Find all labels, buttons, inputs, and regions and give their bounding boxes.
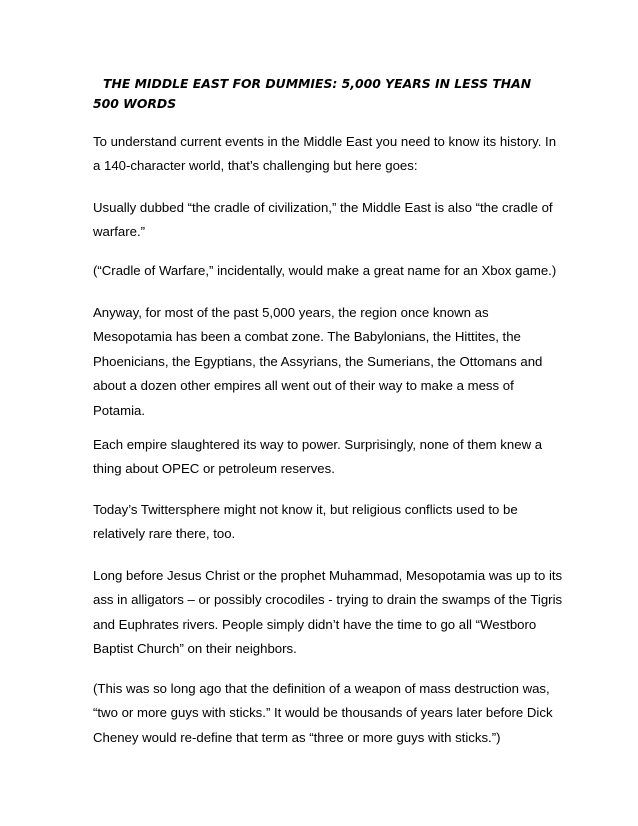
paragraph-line: Usually dubbed “the cradle of civilization,” the Middle East is also “the cradle of xyxy=(93,200,553,215)
paragraph-4 xyxy=(93,301,548,423)
paragraph-line: Baptist Church” on their neighbors. xyxy=(93,641,297,657)
paragraph-line: warfare.” xyxy=(93,224,146,240)
paragraph-2 xyxy=(93,196,553,245)
paragraph-line: Long before Jesus Christ or the prophet Muhammad, Mesopotamia was up to its xyxy=(93,568,563,583)
paragraph-line: Today’s Twittersphere might not know it, but religious conflicts used to be xyxy=(93,502,518,517)
paragraph-6 xyxy=(93,498,548,547)
paragraph-line: To understand current events in the Middle East you need to know its history. In xyxy=(93,134,557,149)
paragraph-line: “two or more guys with sticks.” It would be thousands of years later before Dick xyxy=(93,705,553,721)
paragraph-line: and Euphrates rivers. People simply didn’t have the time to go all “Westboro xyxy=(93,616,537,632)
paragraph-1 xyxy=(93,130,557,179)
paragraph-line: Potamia. xyxy=(93,402,146,418)
paragraph-line: Phoenicians, the Egyptians, the Assyrians, the Sumerians, the Ottomans and xyxy=(93,353,543,369)
paragraph-line: thing about OPEC or petroleum reserves. xyxy=(93,461,335,477)
paragraph-8 xyxy=(93,677,553,750)
paragraph-line: Cheney would re-define that term as “three or more guys with sticks.”) xyxy=(93,729,501,745)
paragraph-line: (“Cradle of Warfare,” incidentally, would make a great name for an Xbox game.) xyxy=(93,263,557,278)
paragraph-line: Anyway, for most of the past 5,000 years, the region once known as xyxy=(93,305,489,320)
paragraph-line: about a dozen other empires all went out of their way to make a mess of xyxy=(93,378,514,394)
paragraph-line: ass in alligators – or possibly crocodiles - trying to drain the swamps of the Tigris xyxy=(93,592,563,608)
paragraph-3 xyxy=(93,259,557,283)
paragraph-line: Each empire slaughtered its way to power. Surprisingly, none of them knew a xyxy=(93,437,543,452)
paragraph-line: (This was so long ago that the definition of a weapon of mass destruction was, xyxy=(93,681,550,696)
document-title: THE MIDDLE EAST FOR DUMMIES: 5,000 YEARS IN LESS THAN 500 WORDS xyxy=(93,76,532,111)
paragraph-5 xyxy=(93,433,548,482)
paragraph-line: relatively rare there, too. xyxy=(93,526,236,542)
paragraph-7 xyxy=(93,564,563,662)
paragraph-line: a 140-character world, that’s challenging but here goes: xyxy=(93,158,418,174)
paragraph-line: Mesopotamia has been a combat zone. The Babylonians, the Hittites, the xyxy=(93,329,521,345)
